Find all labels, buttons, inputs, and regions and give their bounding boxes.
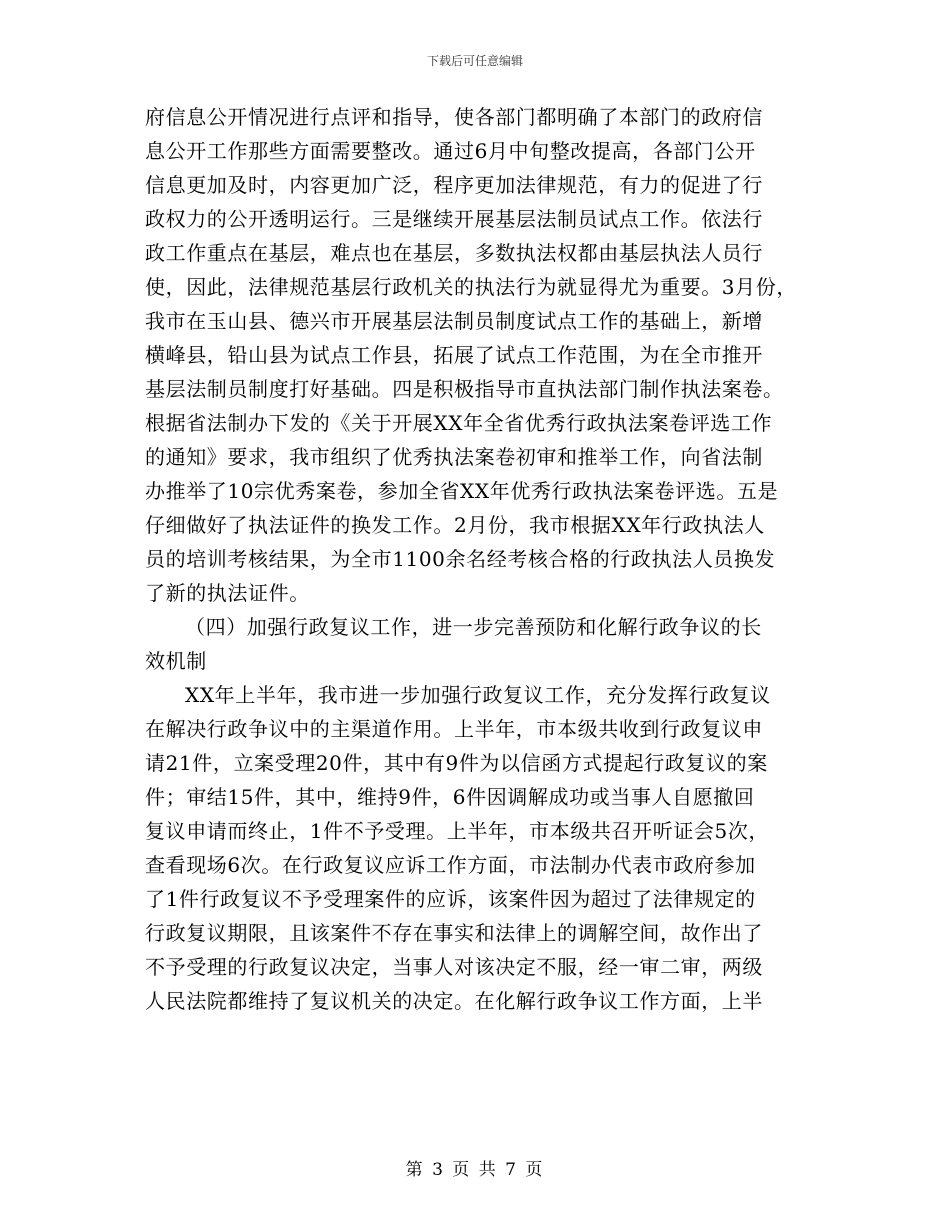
body-line: 件；审结15件，其中，维持9件，6件因调解成功或当事人自愿撤回 bbox=[145, 785, 755, 809]
body-line: 府信息公开情况进行点评和指导，使各部门都明确了本部门的政府信 bbox=[145, 105, 763, 129]
body-line: 政权力的公开透明运行。三是继续开展基层法制员试点工作。依法行 bbox=[145, 207, 763, 231]
body-line: 人民法院都维持了复议机关的决定。在化解行政争议工作方面，上半 bbox=[145, 989, 763, 1013]
page-header: 下载后可任意编辑 bbox=[426, 54, 523, 68]
body-line: 行政复议期限，且该案件不存在事实和法律上的调解空间，故作出了 bbox=[145, 921, 763, 945]
body-line: 复议申请而终止，1件不予受理。上半年，市本级共召开听证会5次， bbox=[145, 819, 770, 843]
body-line: XX年上半年，我市进一步加强行政复议工作，充分发挥行政复议 bbox=[185, 683, 771, 707]
page-number-footer: 第 3 页 共 7 页 bbox=[405, 1160, 545, 1180]
body-line: 查看现场6次。在行政复议应诉工作方面，市法制办代表市政府参加 bbox=[145, 853, 756, 877]
section-heading-continued: 效机制 bbox=[145, 649, 207, 673]
body-line: 了新的执法证件。 bbox=[145, 581, 310, 605]
body-line: 使，因此，法律规范基层行政机关的执法行为就显得尤为重要。3月份， bbox=[145, 275, 797, 299]
body-line: 政工作重点在基层，难点也在基层，多数执法权都由基层执法人员行 bbox=[145, 241, 763, 265]
body-line: 我市在玉山县、德兴市开展基层法制员制度试点工作的基础上，新增 bbox=[145, 309, 763, 333]
body-line: 仔细做好了执法证件的换发工作。2月份，我市根据XX年行政执法人 bbox=[145, 513, 765, 537]
body-line: 信息更加及时，内容更加广泛，程序更加法律规范，有力的促进了行 bbox=[145, 173, 763, 197]
body-line: 办推举了10宗优秀案卷，参加全省XX年优秀行政执法案卷评选。五是 bbox=[145, 479, 779, 503]
body-line: 根据省法制办下发的《关于开展XX年全省优秀行政执法案卷评选工作 bbox=[145, 411, 773, 435]
body-line: 不予受理的行政复议决定，当事人对该决定不服，经一审二审，两级 bbox=[145, 955, 763, 979]
body-line: 横峰县，铅山县为试点工作县，拓展了试点工作范围，为在全市推开 bbox=[145, 343, 763, 367]
section-heading: （四）加强行政复议工作，进一步完善预防和化解行政争议的长 bbox=[185, 615, 762, 639]
body-line: 的通知》要求，我市组织了优秀执法案卷初审和推举工作，向省法制 bbox=[145, 445, 763, 469]
body-line: 基层法制员制度打好基础。四是积极指导市直执法部门制作执法案卷。 bbox=[145, 377, 784, 401]
document-body bbox=[145, 100, 825, 1018]
body-line: 员的培训考核结果，为全市1100余名经考核合格的行政执法人员换发 bbox=[145, 547, 776, 571]
body-line: 请21件，立案受理20件，其中有9件为以信函方式提起行政复议的案 bbox=[145, 751, 768, 775]
body-line: 了1件行政复议不予受理案件的应诉，该案件因为超过了法律规定的 bbox=[145, 887, 756, 911]
body-line: 在解决行政争议中的主渠道作用。上半年，市本级共收到行政复议申 bbox=[145, 717, 763, 741]
body-line: 息公开工作那些方面需要整改。通过6月中旬整改提高，各部门公开 bbox=[145, 139, 756, 163]
